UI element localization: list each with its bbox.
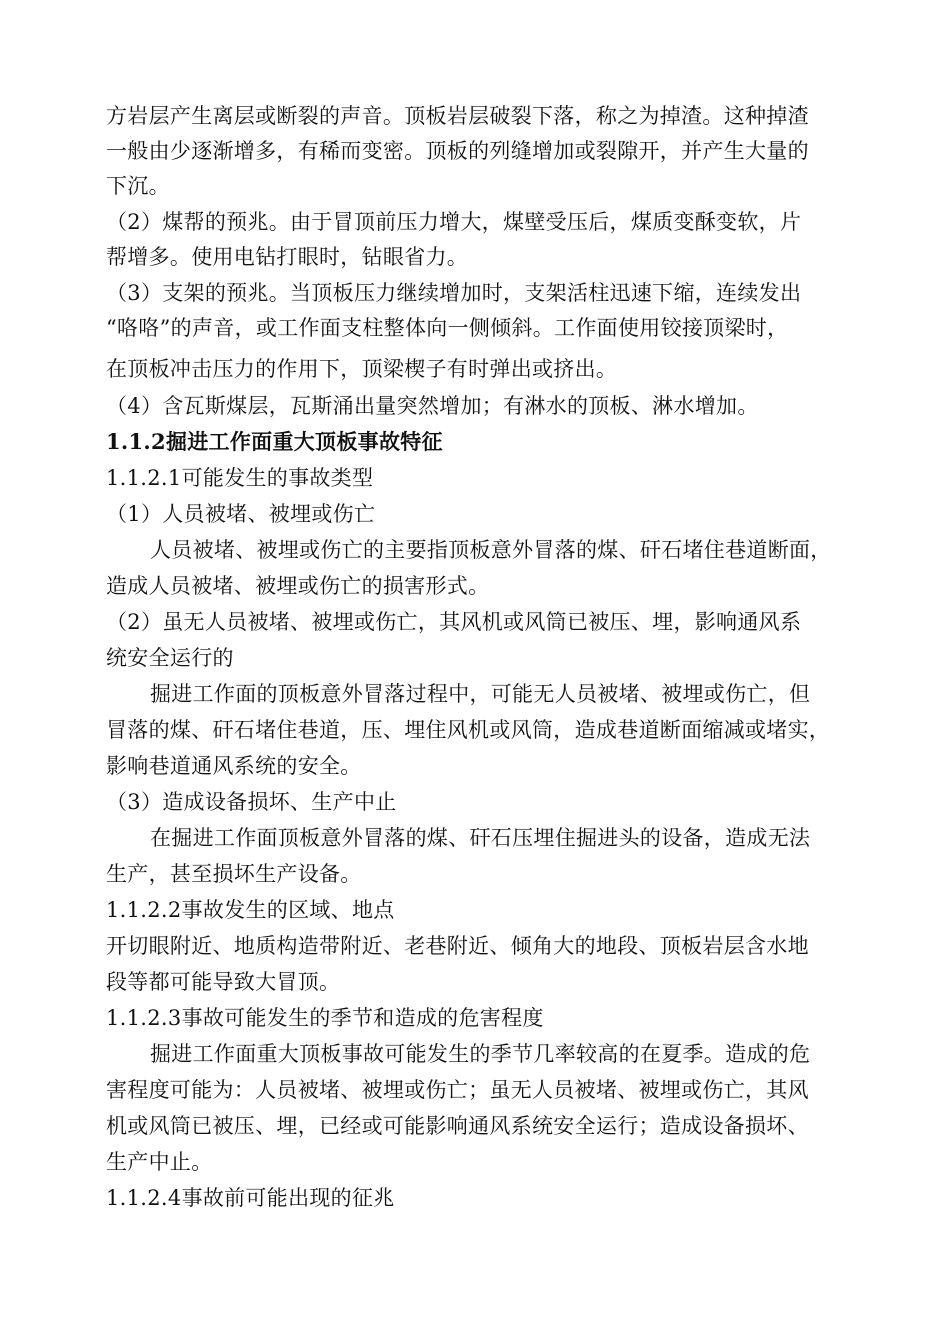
body-text-line: 段等都可能导致大冒顶。 <box>106 970 341 994</box>
body-text-line: 冒落的煤、矸石堵住巷道，压、埋住风机或风筒，造成巷道断面缩减或堵实， <box>106 718 831 742</box>
list-item-line: （2）煤帮的预兆。由于冒顶前压力增大，煤壁受压后，煤质变酥变软，片 <box>106 210 802 234</box>
paragraph-first-line: 人员被堵、被埋或伤亡的主要指顶板意外冒落的煤、矸石堵住巷道断面， <box>150 538 832 562</box>
section-heading: 1.1.2掘进工作面重大顶板事故特征 <box>106 429 443 454</box>
body-text-line: 机或风筒已被压、埋，已经或可能影响通风系统安全运行；造成设备损坏、 <box>106 1114 809 1138</box>
paragraph-first-line: 掘进工作面重大顶板事故可能发生的季节几率较高的在夏季。造成的危 <box>150 1042 811 1066</box>
paragraph-first-line: 在掘进工作面顶板意外冒落的煤、矸石压埋住掘进头的设备，造成无法 <box>150 826 811 850</box>
body-text-line: 帮增多。使用电钻打眼时，钻眼省力。 <box>106 245 469 269</box>
body-text-line: 下沉。 <box>106 174 170 198</box>
body-text-line: 在顶板冲击压力的作用下，顶梁楔子有时弹出或挤出。 <box>106 357 618 381</box>
subsection-heading: 1.1.2.3事故可能发生的季节和造成的危害程度 <box>106 1006 544 1030</box>
list-item-heading: （1）人员被堵、被埋或伤亡 <box>106 502 376 526</box>
body-text-line: “咯咯”的声音，或工作面支柱整体向一侧倾斜。工作面使用铰接顶梁时， <box>106 316 789 340</box>
subsection-heading: 1.1.2.1可能发生的事故类型 <box>106 466 374 490</box>
subsection-heading: 1.1.2.2事故发生的区域、地点 <box>106 898 395 922</box>
list-item-line: （3）支架的预兆。当顶板压力继续增加时，支架活柱迅速下缩，连续发出 <box>106 281 802 305</box>
list-item-line: （4）含瓦斯煤层，瓦斯涌出量突然增加；有淋水的顶板、淋水增加。 <box>106 394 759 418</box>
body-text-line: 害程度可能为：人员被堵、被埋或伤亡；虽无人员被堵、被埋或伤亡，其风 <box>106 1078 809 1102</box>
body-text-line: 统安全运行的 <box>106 646 234 670</box>
subsection-heading: 1.1.2.4事故前可能出现的征兆 <box>106 1186 395 1210</box>
body-text-line: 方岩层产生离层或断裂的声音。顶板岩层破裂下落，称之为掉渣。这种掉渣 <box>106 104 809 128</box>
list-item-heading: （2）虽无人员被堵、被埋或伤亡，其风机或风筒已被压、埋，影响通风系 <box>106 610 802 634</box>
body-text-line: 造成人员被堵、被埋或伤亡的损害形式。 <box>106 574 490 598</box>
body-text-line: 影响巷道通风系统的安全。 <box>106 754 362 778</box>
body-text-line: 一般由少逐渐增多，有稀而变密。顶板的列缝增加或裂隙开，并产生大量的 <box>106 139 809 163</box>
body-text-line: 生产，甚至损坏生产设备。 <box>106 862 362 886</box>
list-item-heading: （3）造成设备损坏、生产中止 <box>106 790 397 814</box>
body-text-line: 开切眼附近、地质构造带附近、老巷附近、倾角大的地段、顶板岩层含水地 <box>106 934 809 958</box>
paragraph-first-line: 掘进工作面的顶板意外冒落过程中，可能无人员被堵、被埋或伤亡，但 <box>150 682 811 706</box>
body-text-line: 生产中止。 <box>106 1150 213 1174</box>
